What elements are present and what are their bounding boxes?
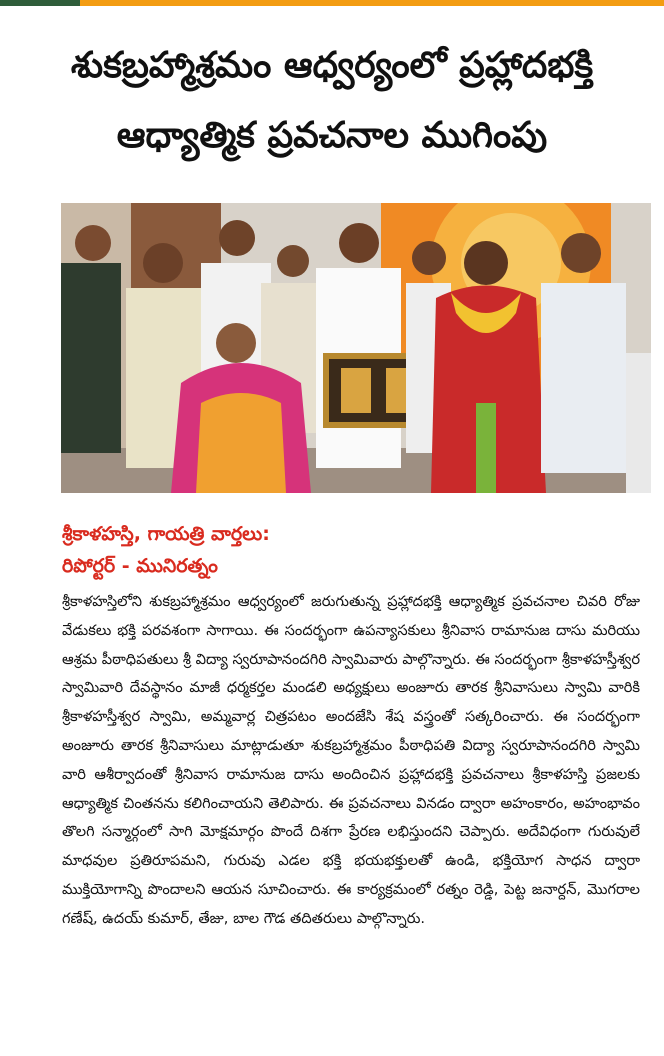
- ceremony-photo-illustration: [61, 203, 651, 493]
- dateline-reporter: రిపోర్టర్ - మునిరత్నం: [62, 555, 218, 577]
- article-body: శ్రీకాళహస్తిలోని శుకబ్రహ్మాశ్రమం ఆధ్వర్యంలో జరుగుతున్న ప్రహ్లాదభక్తి ఆధ్యాత్మిక ప్రవచనాల చివరి రోజు వేడుకలు భక్తి పరవశంగా సాగాయి. ఈ సందర్భంగా ఉపన్యాసకులు శ్రీనివాస రామానుజ దాసు మరియు ఆశ్రమ పీఠాధిపతులు శ్రీ విద్యా స్వరూపానందగిరి స్వామివారు పాల్గొన్నారు. ఈ సందర్భంగా శ్రీకాళహస్తీశ్వర స్వామివారి దేవస్థానం మాజీ ధర్మకర్తల మండలి అధ్యక్షులు అంజూరు తారక శ్రీనివాసులు స్వామి వారికి శ్రీకాళహస్తీశ్వర స్వామి, అమ్మవార్ల చిత్రపటం అందజేసి శేష వస్త్రంతో సత్కరించారు. ఈ సందర్భంగా అంజూరు తారక శ్రీనివాసులు మాట్లాడుతూ శుకబ్రహ్మాశ్రమం పీఠాధిపతి విద్యా స్వరూపానందగిరి స్వామి వారి ఆశీర్వాదంతో శ్రీనివాస రామానుజ దాసు అందించిన ప్రహ్లాదభక్తి ప్రవచనాలు శ్రీకాళహస్తి ప్రజలకు ఆధ్యాత్మిక చింతనను కలిగించాయని తెలిపారు. ఈ ప్రవచనాలు వినడం ద్వారా అహంకారం, అహంభావం తొలగి సన్మార్గంలో సాగి మోక్షమార్గం పొందే దిశగా ప్రేరణ లభిస్తుందని చెప్పారు. అదేవిధంగా గురువులే మాధవుల ప్రతిరూపమని, గురువు ఎడల భక్తి భయభక్తులతో ఉండి, భక్తియోగ సాధన ద్వారా ముక్తియోగాన్ని పొందాలని ఆయన సూచించారు. ఈ కార్యక్రమంలో రత్నం రెడ్డి, పెట్ట జనార్దన్, మొగరాల గణేష్, ఉదయ్ కుమార్, తేజు, బాల గౌడ తదితరులు పాల్గొన్నారు.: [62, 593, 640, 927]
- top-rule-orange: [80, 0, 664, 6]
- top-rule-green: [0, 0, 80, 6]
- ceremony-photo: [61, 203, 651, 493]
- headline-line-2: ఆధ్యాత్మిక ప్రవచనాల ముగింపు: [116, 115, 548, 156]
- dateline-place: శ్రీకాళహస్తి, గాయత్రి వార్తలు:: [62, 523, 270, 545]
- top-rule: [0, 0, 664, 6]
- headline-line-1: శుకబ్రహ్మాశ్రమం ఆధ్వర్యంలో ప్రహ్లాదభక్తి: [70, 45, 594, 86]
